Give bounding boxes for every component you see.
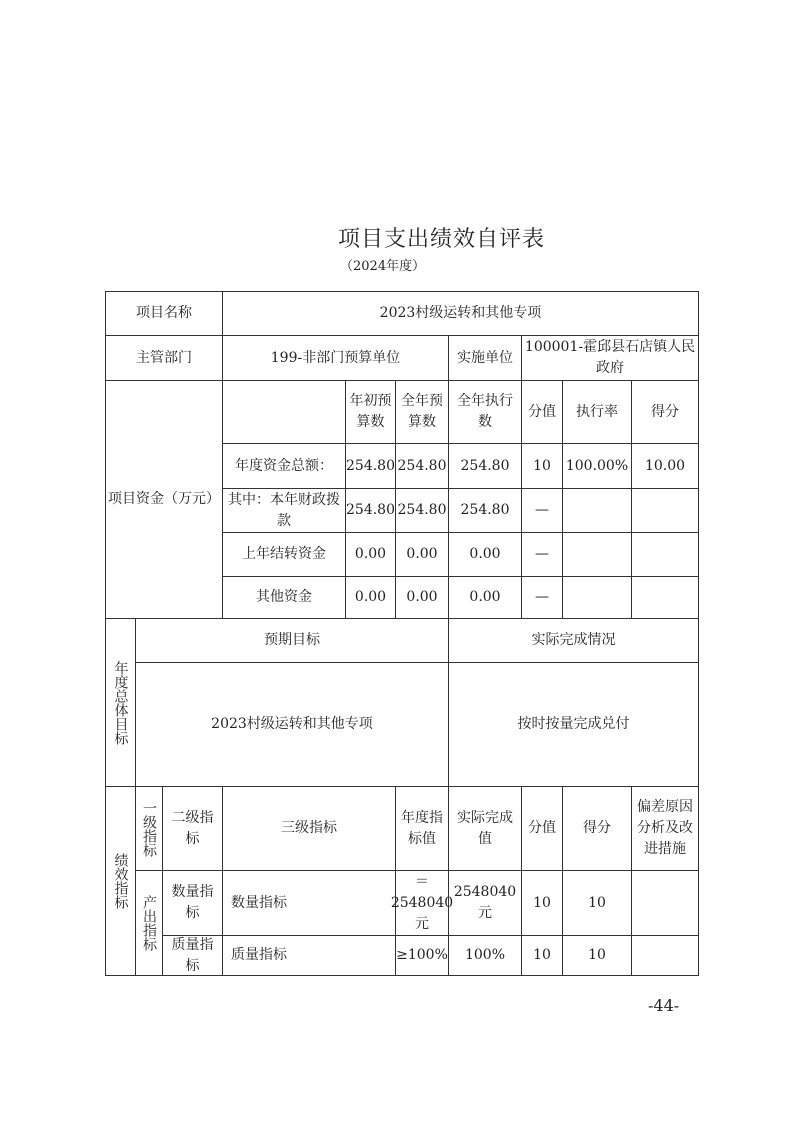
perf-header bbox=[521, 786, 563, 871]
impl-label-text: 实施单位 bbox=[457, 349, 513, 366]
funds-header-text: 分值 bbox=[528, 403, 556, 420]
funds-header-text: 得分 bbox=[651, 403, 679, 420]
funds-header bbox=[631, 380, 699, 444]
perf-cell-score_val-text: 10 bbox=[533, 947, 551, 963]
funds-cell-init-text: 0.00 bbox=[354, 546, 387, 562]
document-title: 项目支出绩效自评表 bbox=[337, 227, 545, 252]
goals-expected-label bbox=[135, 618, 449, 663]
perf-cell-note bbox=[631, 935, 699, 976]
funds-cell-init-text: 0.00 bbox=[354, 589, 387, 605]
perf-cell-l2 bbox=[162, 870, 223, 936]
funds-cell-name bbox=[222, 488, 346, 533]
project-name-label bbox=[105, 291, 223, 336]
funds-cell-score bbox=[631, 488, 699, 533]
goals-actual-label bbox=[448, 618, 699, 663]
perf-header-text: 分值 bbox=[528, 820, 556, 836]
funds-cell-score_val bbox=[521, 532, 563, 577]
funds-cell-full-text: 0.00 bbox=[406, 546, 438, 562]
funds-header bbox=[562, 380, 632, 444]
dept-value bbox=[222, 335, 449, 381]
goals-expected-text: 2023村级运转和其他专项 bbox=[211, 716, 373, 732]
perf-header bbox=[395, 786, 449, 871]
perf-header bbox=[631, 786, 699, 871]
funds-cell-full-text: 254.80 bbox=[397, 457, 447, 474]
perf-cell-score_val bbox=[521, 935, 563, 976]
funds-cell-rate bbox=[562, 443, 632, 489]
funds-cell-init bbox=[345, 576, 396, 619]
dept-value-text: 199-非部门预算单位 bbox=[270, 349, 401, 366]
perf-header bbox=[562, 786, 632, 871]
funds-header-text: 全年预算数 bbox=[401, 393, 443, 430]
goals-actual bbox=[448, 662, 699, 787]
funds-cell-rate bbox=[562, 532, 632, 577]
perf-header-text: 得分 bbox=[583, 820, 611, 836]
perf-level1 bbox=[135, 870, 163, 976]
perf-cell-l3 bbox=[222, 870, 396, 936]
perf-cell-actual-text: 2548040元 bbox=[453, 884, 517, 921]
funds-cell-full bbox=[395, 576, 449, 619]
perf-cell-actual bbox=[448, 870, 522, 936]
funds-cell-score_val-text: 10 bbox=[533, 457, 551, 474]
perf-label bbox=[105, 786, 136, 976]
funds-cell-rate bbox=[562, 488, 632, 533]
funds-cell-init-text: 254.80 bbox=[346, 502, 395, 518]
perf-header bbox=[222, 786, 396, 871]
funds-cell-name-text: 年度资金总额： bbox=[235, 457, 333, 474]
impl-label bbox=[448, 335, 522, 381]
funds-cell-init bbox=[345, 532, 396, 577]
document-subtitle: （2024年度） bbox=[340, 259, 426, 274]
funds-header bbox=[521, 380, 563, 444]
perf-cell-score bbox=[562, 935, 632, 976]
page-number: -44- bbox=[648, 996, 680, 1015]
funds-cell-exec bbox=[448, 488, 522, 533]
perf-cell-target-text: ≥100% bbox=[396, 947, 448, 963]
funds-cell-exec-text: 0.00 bbox=[469, 589, 501, 605]
perf-header-text: 年度指标值 bbox=[401, 809, 443, 847]
funds-cell-name-text: 上年结转资金 bbox=[242, 546, 326, 562]
goals-actual-label-text: 实际完成情况 bbox=[531, 632, 616, 648]
goals-actual-text: 按时按量完成兑付 bbox=[517, 716, 630, 732]
funds-cell-exec bbox=[448, 576, 522, 619]
funds-cell-score bbox=[631, 576, 699, 619]
impl-value-text: 100001-霍邱县石店镇人民政府 bbox=[524, 339, 696, 376]
funds-cell-score_val-text: — bbox=[535, 502, 549, 518]
project-name-value bbox=[222, 291, 699, 336]
funds-cell-init bbox=[345, 443, 396, 489]
funds-cell-full bbox=[395, 488, 449, 533]
perf-cell-target-text: ＝2548040元 bbox=[390, 873, 454, 932]
dept-label-text: 主管部门 bbox=[136, 349, 192, 366]
funds-cell-full bbox=[395, 443, 449, 489]
perf-cell-l3-text: 质量指标 bbox=[231, 947, 287, 963]
funds-label bbox=[105, 380, 223, 619]
perf-cell-score_val bbox=[521, 870, 563, 936]
perf-header bbox=[135, 786, 163, 871]
funds-header bbox=[448, 380, 522, 444]
perf-header-text: 实际完成值 bbox=[457, 809, 513, 847]
funds-cell-init bbox=[345, 488, 396, 533]
funds-cell-full-text: 254.80 bbox=[397, 502, 447, 518]
goals-expected-label-text: 预期目标 bbox=[264, 632, 320, 648]
perf-header bbox=[448, 786, 522, 871]
perf-header-text: 二级指标 bbox=[171, 809, 214, 847]
funds-cell-exec bbox=[448, 532, 522, 577]
perf-cell-actual-text: 100% bbox=[464, 947, 506, 963]
funds-cell-score bbox=[631, 532, 699, 577]
perf-cell-score-text: 10 bbox=[588, 947, 606, 963]
funds-cell-score_val bbox=[521, 576, 563, 619]
funds-cell-score_val-text: — bbox=[535, 589, 549, 605]
goals-label-text: 年度总体目标 bbox=[112, 660, 129, 745]
perf-header bbox=[162, 786, 223, 871]
funds-cell-score_val bbox=[521, 488, 563, 533]
funds-header-text: 全年执行数 bbox=[457, 393, 513, 430]
funds-cell-exec-text: 254.80 bbox=[460, 502, 510, 518]
perf-cell-target bbox=[390, 870, 454, 936]
perf-cell-note bbox=[631, 870, 699, 936]
perf-header-text: 三级指标 bbox=[281, 820, 337, 836]
funds-cell-score-text: 10.00 bbox=[644, 457, 686, 474]
funds-cell-exec-text: 0.00 bbox=[469, 546, 501, 562]
perf-cell-l2 bbox=[162, 935, 223, 976]
perf-label-text: 绩效指标 bbox=[112, 853, 129, 909]
funds-cell-name bbox=[222, 532, 346, 577]
goals-expected bbox=[135, 662, 449, 787]
funds-cell-score_val-text: — bbox=[535, 546, 549, 562]
funds-cell-score bbox=[631, 443, 699, 489]
perf-header-text: 偏差原因分析及改进措施 bbox=[637, 799, 693, 857]
perf-cell-l3-text: 数量指标 bbox=[231, 894, 287, 911]
funds-cell-exec bbox=[448, 443, 522, 489]
funds-label-text: 项目资金（万元） bbox=[108, 491, 220, 507]
funds-header-blank bbox=[222, 380, 346, 444]
perf-header-text: 一级指标 bbox=[141, 800, 157, 857]
funds-cell-exec-text: 254.80 bbox=[460, 457, 510, 474]
funds-cell-name bbox=[222, 576, 346, 619]
funds-cell-full bbox=[395, 532, 449, 577]
funds-cell-rate-text: 100.00% bbox=[565, 457, 629, 474]
perf-cell-score_val-text: 10 bbox=[533, 894, 551, 911]
funds-header bbox=[395, 380, 449, 444]
perf-level1-text: 产出指标 bbox=[141, 895, 157, 951]
funds-cell-rate bbox=[562, 576, 632, 619]
perf-cell-l2-text: 数量指标 bbox=[171, 884, 214, 921]
perf-cell-l3 bbox=[222, 935, 396, 976]
perf-cell-score bbox=[562, 870, 632, 936]
perf-cell-actual bbox=[448, 935, 522, 976]
funds-header-text: 执行率 bbox=[576, 403, 618, 420]
goals-label bbox=[105, 618, 136, 787]
impl-value bbox=[521, 335, 699, 381]
project-name-label-text: 项目名称 bbox=[136, 305, 192, 321]
project-name-value-text: 2023村级运转和其他专项 bbox=[379, 305, 542, 321]
funds-cell-score_val bbox=[521, 443, 563, 489]
perf-cell-score-text: 10 bbox=[588, 894, 606, 911]
funds-cell-name bbox=[222, 443, 346, 489]
funds-cell-name-text: 其他资金 bbox=[256, 589, 312, 605]
funds-header-text: 年初预算数 bbox=[349, 393, 392, 430]
perf-cell-l2-text: 质量指标 bbox=[171, 936, 214, 974]
funds-cell-init-text: 254.80 bbox=[346, 457, 395, 474]
funds-header bbox=[345, 380, 396, 444]
dept-label bbox=[105, 335, 223, 381]
funds-cell-name-text: 其中：本年财政拨款 bbox=[228, 491, 340, 529]
perf-cell-target bbox=[395, 935, 449, 976]
funds-cell-full-text: 0.00 bbox=[406, 589, 438, 605]
